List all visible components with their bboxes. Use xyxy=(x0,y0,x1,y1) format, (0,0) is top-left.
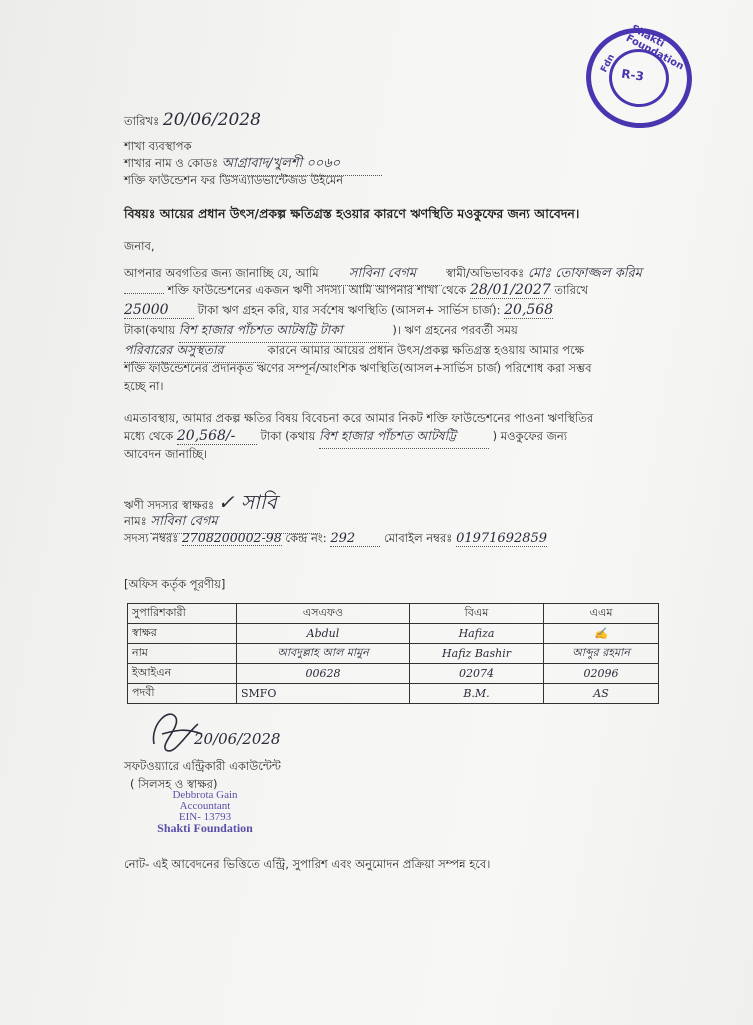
footer-note: নোট- এই আবেদনের ভিত্তিতে এন্ট্রি, সুপারিশ এবং অনুমোদন প্রক্রিয়া সম্পন্ন হবে। xyxy=(124,857,491,871)
table-cell: 00628 xyxy=(237,664,410,684)
date-label: তারিখঃ xyxy=(124,114,160,128)
mobile-value: 01971692859 xyxy=(456,531,548,546)
member-name-label: নামঃ xyxy=(124,514,147,528)
reason-hand: পরিবারের অসুস্থতার xyxy=(124,342,264,363)
table-cell: Hafiz Bashir xyxy=(409,644,543,664)
member-name-value: সাবিনা বেগম xyxy=(150,512,320,534)
branch-name-value: আগ্রাবাদ/খুলশী ০০৬০ xyxy=(222,154,382,176)
table-row xyxy=(128,624,659,644)
para1-text2: স্বামী/অভিভাবকঃ xyxy=(446,266,525,280)
para1-text1: আপনার অবগতির জন্য জানাচ্ছি যে, আমি xyxy=(124,266,319,280)
salutation: জনাব, xyxy=(124,239,155,253)
para1-line3 xyxy=(124,302,553,321)
table-cell: নাম xyxy=(128,644,237,664)
table-cell: পদবী xyxy=(128,684,237,704)
office-use-label: [অফিস কর্তৃক পূরণীয়] xyxy=(124,577,226,591)
table-header-cell: বিএম xyxy=(409,604,543,624)
accountant-title: সফটওয়্যারে এন্ট্রিকারী একাউন্টেন্ট xyxy=(124,759,281,773)
table-row xyxy=(128,644,659,664)
seal-side: Fdn xyxy=(599,52,618,75)
accountant-stamp xyxy=(140,790,270,834)
para2-text2: মধ্যে থেকে xyxy=(124,429,174,443)
para1-line7: হচ্ছে না। xyxy=(124,379,164,393)
para1-text5: টাকা ঋণ গ্রহন করি, যার সর্বশেষ ঋণস্থিতি (আসল+ সার্ভিস চার্জ): xyxy=(197,303,501,317)
table-header-cell: সুপারিশকারী xyxy=(128,604,237,624)
para2-line1: এমতাবস্থায়, আমার প্রকল্প ক্ষতির বিষয় বিবেচনা করে আমার নিকট শক্তি ফাউন্ডেশনের পাওনা ঋণস্থিতির xyxy=(124,411,594,425)
para1-text4: তারিখে xyxy=(554,283,589,297)
table-cell: ইআইএন xyxy=(128,664,237,684)
para1-line6: শক্তি ফাউন্ডেশনের প্রদানকৃত ঋণের সম্পূর্ন/আংশিক ঋণস্থিতি(আসল+সার্ভিস চার্জ) পরিশোধ করা সম্ভব xyxy=(124,361,592,375)
table-cell: আবদুল্লাহ আল মামুন xyxy=(237,644,410,664)
foundation-line: শক্তি ফাউন্ডেশন ফর ডিসএ্যাডভান্টেজড উইমেন xyxy=(124,173,344,187)
stamp-org: Shakti Foundation xyxy=(157,821,253,835)
para1-line2 xyxy=(124,282,588,301)
para1-text8: কারনে আমার আয়ের প্রধান উৎস/প্রকল্প ক্ষতিগ্রস্ত হওয়ায় আমার পক্ষে xyxy=(267,343,585,357)
table-header-cell: এসএফও xyxy=(237,604,410,624)
table-cell: ✍ xyxy=(544,624,659,644)
seal-org: Shakti Foundation xyxy=(624,23,686,73)
stamp-name: Debbrota Gain xyxy=(172,789,238,801)
stamp-ein: EIN- 13793 xyxy=(178,811,232,823)
branch-manager: শাখা ব্যবস্থাপক xyxy=(124,139,192,153)
mobile-label: মোবাইল নম্বরঃ xyxy=(383,531,453,545)
waiver-amount-hand: 20,568/- xyxy=(177,428,257,445)
member-sign-label: ঋণী সদস্যর স্বাক্ষরঃ xyxy=(124,498,215,512)
table-row xyxy=(128,664,659,684)
para1-text6: টাকা(কথায় xyxy=(124,323,176,337)
table-cell: Abdul xyxy=(237,624,410,644)
table-cell: আব্দুর রহমান xyxy=(544,644,659,664)
member-number-row xyxy=(124,530,547,549)
table-row xyxy=(128,684,659,704)
accountant-note: ( সিলসহ ও স্বাক্ষর) xyxy=(130,777,218,791)
date-row xyxy=(124,110,261,132)
table-cell: AS xyxy=(544,684,659,704)
para1-text3: শক্তি ফাউন্ডেশনের একজন ঋণী সদস্য। আমি আপনার শাখা থেকে xyxy=(167,283,467,297)
loan-date-hand: 28/01/2027 xyxy=(469,282,551,298)
table-cell: 02074 xyxy=(409,664,543,684)
branch-name-label: শাখার নাম ও কোডঃ xyxy=(124,156,219,170)
member-signature: ✓ সাবি xyxy=(217,490,277,514)
table-cell: স্বাক্ষর xyxy=(128,624,237,644)
member-no-label: সদস্য নম্বরঃ xyxy=(124,531,179,545)
table-cell: B.M. xyxy=(409,684,543,704)
para1-line4 xyxy=(124,322,518,343)
balance-hand: 20,568 xyxy=(504,302,554,318)
date-value: 20/06/2028 xyxy=(162,110,261,130)
member-name-hand: সাবিনা বেগম xyxy=(322,264,442,286)
para2-text3: টাকা (কথায় xyxy=(260,429,316,443)
center-label: কেন্দ্র নং: xyxy=(285,531,327,545)
recommendation-table xyxy=(127,603,659,704)
table-cell: Hafiza xyxy=(409,624,543,644)
para1-text7: )। ঋণ গ্রহনের পরবর্তী সময় xyxy=(392,323,518,337)
loan-amount-hand: 25000 xyxy=(124,302,194,319)
table-header-row xyxy=(128,604,659,624)
stamp-role: Accountant xyxy=(179,800,231,812)
balance-words-hand: বিশ হাজার পাঁচশত আটষট্টি টাকা xyxy=(179,322,389,343)
seal-code: R-3 xyxy=(620,66,645,84)
table-cell: 02096 xyxy=(544,664,659,684)
guardian-name-hand: মোঃ তোফাজ্জল করিম xyxy=(527,266,642,281)
table-header-cell: এএম xyxy=(544,604,659,624)
para2-text4: ) মওকুফের জন্য xyxy=(492,429,568,443)
table-cell: SMFO xyxy=(237,684,410,704)
foundation-seal-icon xyxy=(580,21,699,135)
waiver-words-hand: বিশ হাজার পাঁচশত আটষট্টি xyxy=(319,428,489,449)
center-value: 292 xyxy=(330,531,380,547)
subject-line: বিষয়ঃ আয়ের প্রধান উৎস/প্রকল্প ক্ষতিগ্রস্ত হওয়ার কারণে ঋণস্থিতি মওকুফের জন্য আবেদন। xyxy=(124,206,580,221)
member-no-value: 2708200002-98 xyxy=(181,530,282,545)
accountant-sign-date: 20/06/2028 xyxy=(194,730,281,748)
para2-line3: আবেদন জানাচ্ছি। xyxy=(124,447,208,461)
